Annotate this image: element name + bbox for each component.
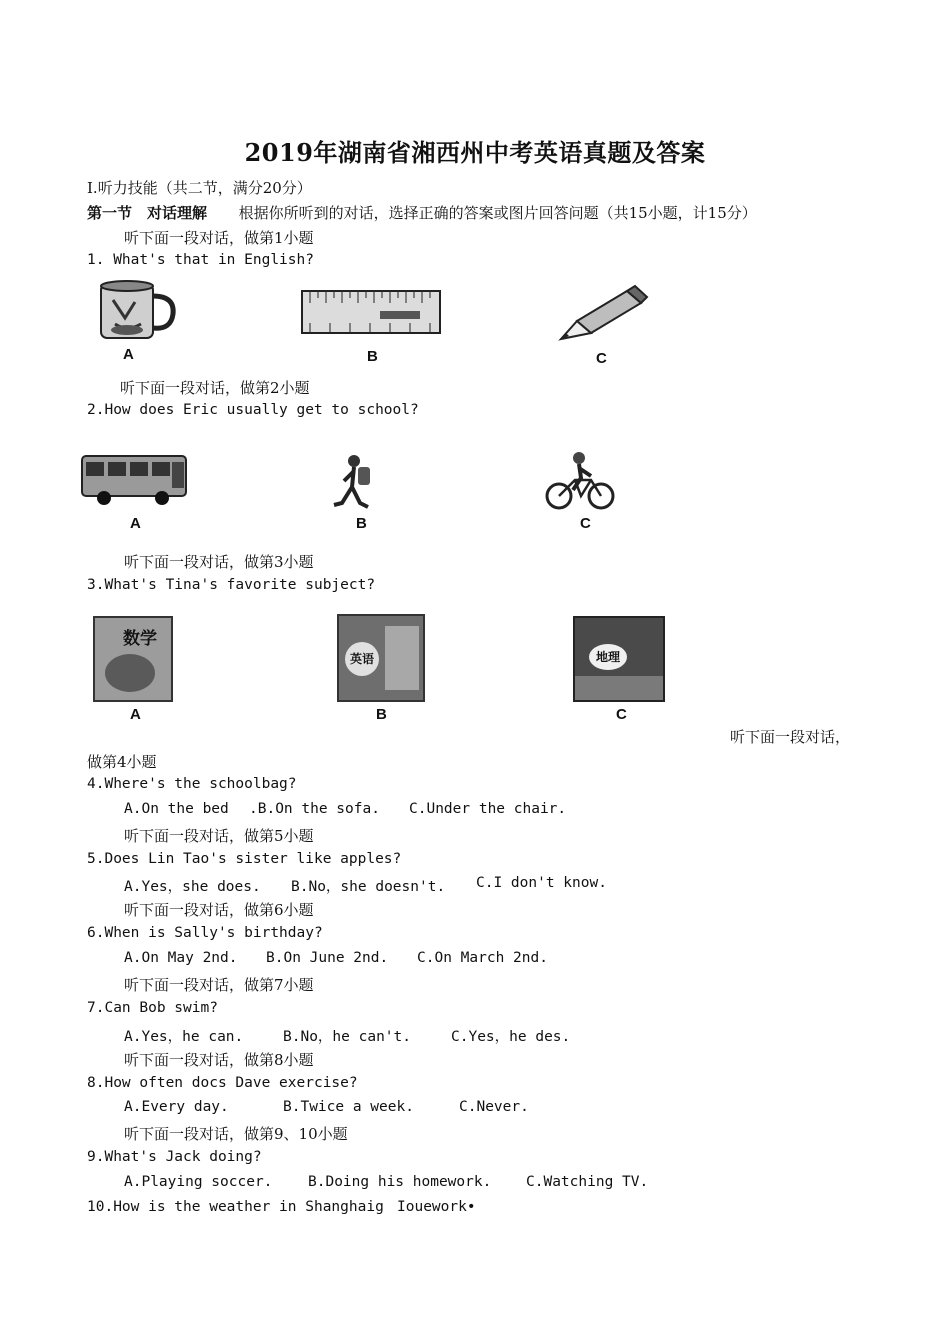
q5-option-a: A.Yes，she does.: [124, 879, 261, 895]
q6-option-a: A.On May 2nd.: [124, 950, 238, 966]
q4-option-a: A.On the bed: [124, 801, 229, 817]
q9-option-b: B.Doing his homework.: [308, 1174, 492, 1190]
question-6: 6.When is Sally's birthday?: [87, 925, 323, 941]
question-7: 7.Can Bob swim?: [87, 1000, 218, 1016]
q7-option-b: B.No，he can't.: [283, 1029, 411, 1045]
walking-student-picture: [328, 453, 376, 513]
q8-option-b: B.Twice a week.: [283, 1099, 414, 1115]
math-book-title: 数学: [123, 629, 157, 649]
q7-option-c: C.Yes，he des.: [451, 1029, 571, 1045]
listen-prompt-6: 听下面一段对话，做第6小题: [124, 901, 314, 919]
section-header: I.听力技能（共二节，满分20分）: [87, 179, 312, 197]
listen-prompt-7: 听下面一段对话，做第7小题: [124, 976, 314, 994]
listen-prompt-4-part2: 做第4小题: [87, 753, 157, 771]
geography-book-title: 地理: [589, 644, 627, 670]
bus-picture: [80, 452, 188, 507]
geography-book-picture: [573, 616, 665, 702]
mug-picture: [95, 278, 180, 343]
question-8: 8.How often docs Dave exercise?: [87, 1075, 358, 1091]
question-1: 1. What's that in English?: [87, 252, 314, 268]
listen-prompt-1: 听下面一段对话，做第1小题: [124, 229, 314, 247]
q8-option-a: A.Every day.: [124, 1099, 229, 1115]
q9-option-a: A.Playing soccer.: [124, 1174, 273, 1190]
q7-option-a: A.Yes，he can.: [124, 1029, 244, 1045]
listen-prompt-9-10: 听下面一段对话，做第9、10小题: [124, 1125, 348, 1143]
english-book-picture: [337, 614, 425, 702]
option-a-label: A: [123, 346, 134, 363]
question-9: 9.What's Jack doing?: [87, 1149, 262, 1165]
q8-option-c: C.Never.: [459, 1099, 529, 1115]
part-one-instruction: [87, 202, 757, 223]
listen-prompt-3: 听下面一段对话，做第3小题: [124, 553, 314, 571]
option-a-label: A: [130, 515, 141, 532]
q4-option-b: .B.On the sofa.: [249, 801, 380, 817]
q5-option-c: C.I don't know.: [476, 875, 607, 891]
question-10-tail: Iouework•: [397, 1199, 476, 1215]
listen-prompt-5: 听下面一段对话，做第5小题: [124, 827, 314, 845]
math-book-picture: [93, 616, 173, 702]
question-5: 5.Does Lin Tao's sister like apples?: [87, 851, 402, 867]
page-title: 2019年湖南省湘西州中考英语真题及答案: [244, 138, 706, 167]
option-a-label: A: [130, 706, 141, 723]
listen-prompt-4-part1: 听下面一段对话，: [730, 728, 851, 746]
cyclist-picture: [545, 450, 615, 512]
q6-option-b: B.On June 2nd.: [266, 950, 389, 966]
question-10: 10.How is the weather in Shanghaig: [87, 1199, 384, 1215]
question-3: 3.What's Tina's favorite subject?: [87, 577, 376, 593]
listen-prompt-8: 听下面一段对话，做第8小题: [124, 1051, 314, 1069]
question-4: 4.Where's the schoolbag?: [87, 776, 297, 792]
q6-option-c: C.On March 2nd.: [417, 950, 548, 966]
english-book-title: 英语: [345, 642, 379, 676]
option-b-label: B: [356, 515, 367, 532]
ruler-picture: [300, 289, 442, 335]
option-c-label: C: [580, 515, 591, 532]
option-b-label: B: [367, 348, 378, 365]
option-c-label: C: [616, 706, 627, 723]
q9-option-c: C.Watching TV.: [526, 1174, 649, 1190]
question-2: 2.How does Eric usually get to school?: [87, 402, 419, 418]
part-one-label: 第一节 对话理解: [87, 204, 208, 222]
q5-option-b: B.No，she doesn't.: [291, 879, 446, 895]
q4-option-c: C.Under the chair.: [409, 801, 567, 817]
option-c-label: C: [596, 350, 607, 367]
listen-prompt-2: 听下面一段对话，做第2小题: [120, 379, 310, 397]
pencil-picture: [555, 283, 650, 343]
part-one-description: 根据你所听到的对话，选择正确的答案或图片回答问题（共15小题，计15分）: [238, 204, 757, 222]
option-b-label: B: [376, 706, 387, 723]
